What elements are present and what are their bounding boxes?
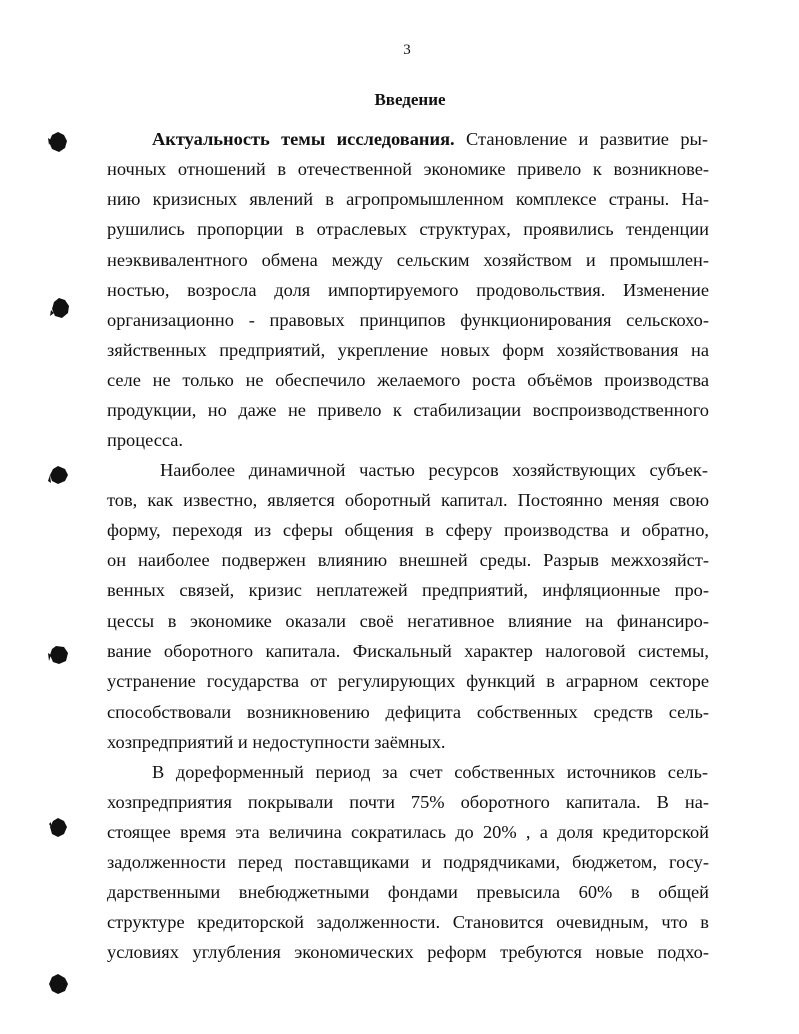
text-line <box>152 129 708 149</box>
punch-hole-icon <box>46 972 70 996</box>
punch-hole-icon <box>46 643 70 667</box>
text-line: способствовали возникновению дефицита собственных средств сель- <box>107 702 709 722</box>
text-line: хозпредприятий и недоступности заёмных. <box>107 732 446 752</box>
text-line: В дореформенный период за счет собственных источников сель- <box>152 762 708 782</box>
punch-hole-icon <box>46 816 70 840</box>
text-line: условиях углубления экономических реформ требуются новые подхо- <box>107 942 709 962</box>
text-line: ночных отношений в отечественной экономике привело к возникнове- <box>107 159 709 179</box>
text-line: стоящее время эта величина сократилась до 20% , а доля кредиторской <box>107 822 709 842</box>
text-line: ностью, возросла доля импортируемого продовольствия. Изменение <box>107 280 709 300</box>
topic-relevance-label: Актуальность темы исследования. <box>152 129 455 149</box>
text-line: устранение государства от регулирующих функций в аграрном секторе <box>107 671 709 691</box>
text-line: процесса. <box>107 430 184 450</box>
section-heading: Введение <box>374 90 446 109</box>
text-line: тов, как известно, является оборотный капитал. Постоянно меняя свою <box>107 490 709 510</box>
text-line: дарственными внебюджетными фондами превысила 60% в общей <box>107 882 709 902</box>
text-line: зяйственных предприятий, укрепление новых форм хозяйствования на <box>107 340 709 360</box>
page-number: 3 <box>403 42 411 58</box>
text-span: Становление и развитие ры- <box>454 129 709 149</box>
punch-hole-icon <box>48 296 72 320</box>
text-line: организационно - правовых принципов функционирования сельскохо- <box>107 310 709 330</box>
text-line: хозпредприятия покрывали почти 75% оборотного капитала. В на- <box>107 792 709 812</box>
text-line: форму, переходя из сферы общения в сферу производства и обратно, <box>107 520 709 540</box>
text-line: вание оборотного капитала. Фискальный характер налоговой системы, <box>107 641 709 661</box>
text-line: Наиболее динамичной частью ресурсов хозяйствующих субъек- <box>160 460 708 480</box>
text-line: селе не только не обеспечило желаемого роста объёмов производства <box>107 370 709 390</box>
text-line: цессы в экономике оказали своё негативное влияние на финансиро- <box>107 611 709 631</box>
text-line: рушились пропорции в отраслевых структурах, проявились тенденции <box>107 219 709 239</box>
text-line: он наиболее подвержен влиянию внешней среды. Разрыв межхозяйст- <box>107 550 709 570</box>
text-line: венных связей, кризис неплатежей предприятий, инфляционные про- <box>107 580 709 600</box>
text-line: нию кризисных явлений в агропромышленном комплексе страны. На- <box>107 189 709 209</box>
text-line: продукции, но даже не привело к стабилизации воспроизводственного <box>107 400 709 420</box>
punch-hole-icon <box>46 463 70 487</box>
punch-hole-icon <box>46 130 70 154</box>
text-line: задолженности перед поставщиками и подрядчиками, бюджетом, госу- <box>107 852 709 872</box>
text-line: структуре кредиторской задолженности. Становится очевидным, что в <box>107 912 709 932</box>
text-line: неэквивалентного обмена между сельским хозяйством и промышлен- <box>107 250 709 270</box>
